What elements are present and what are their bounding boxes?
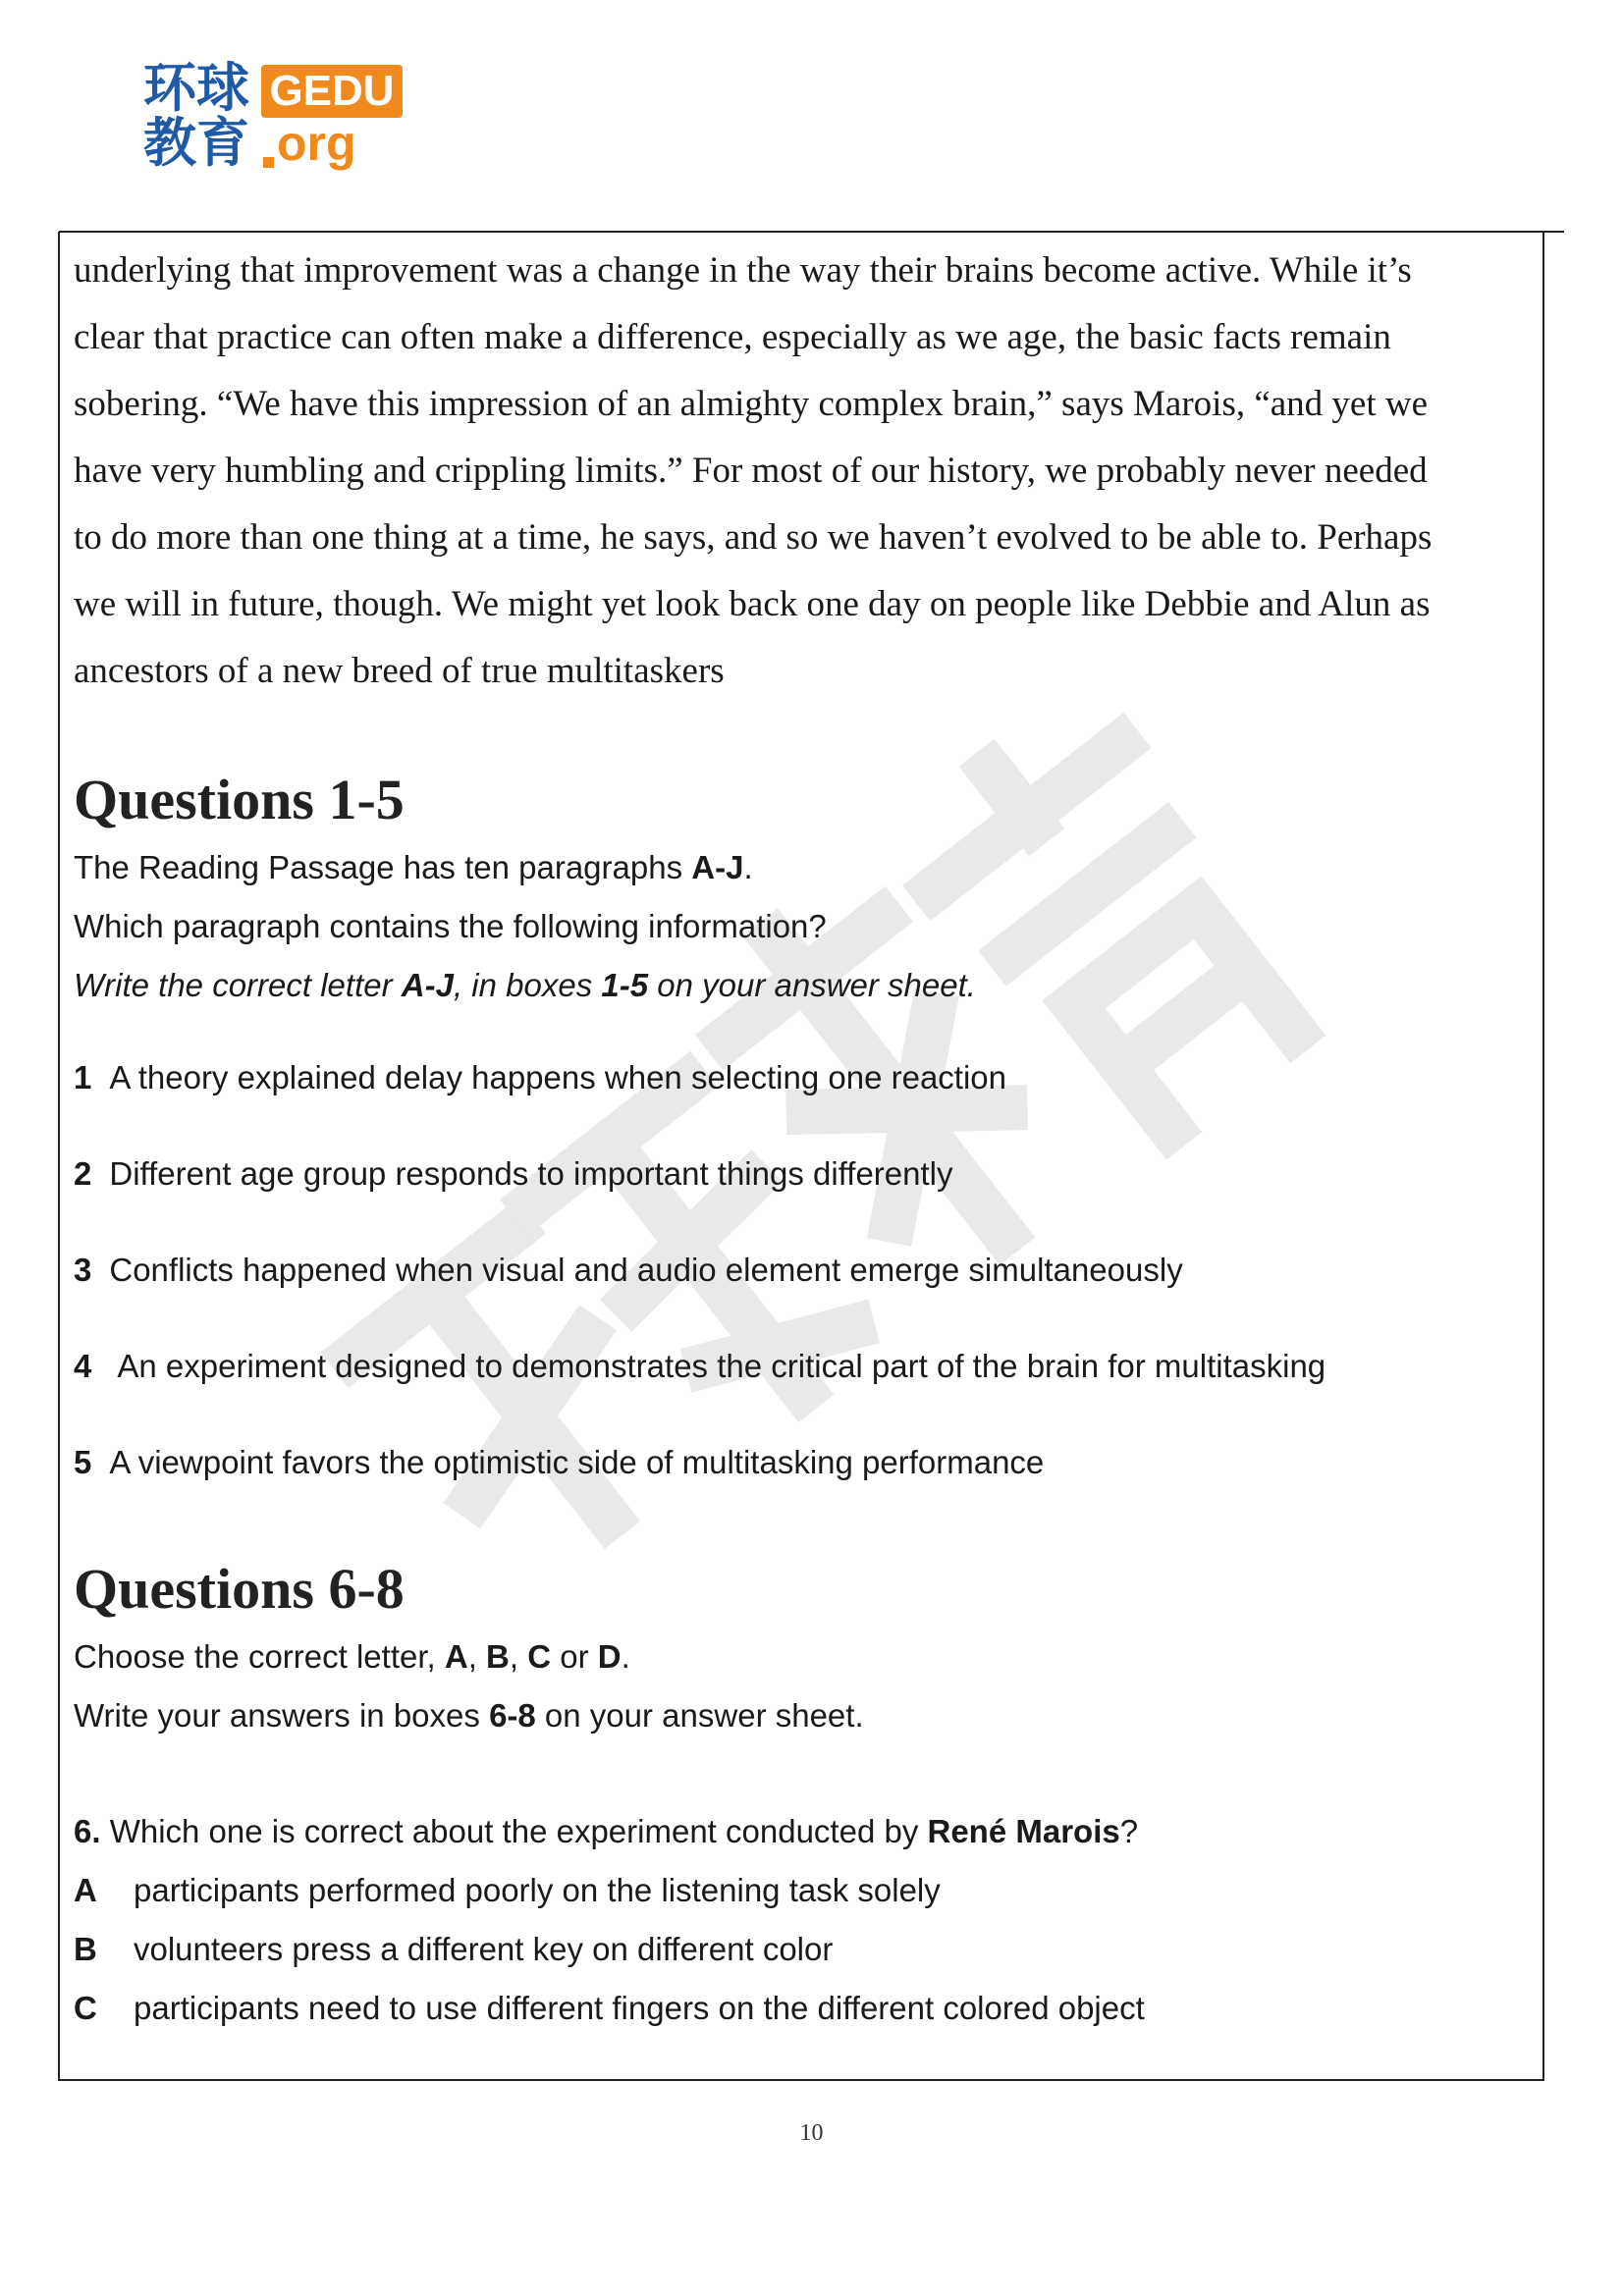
questions-6-8-section <box>74 1555 1537 2038</box>
option-b <box>74 1920 1537 1979</box>
instr-text: . <box>621 1638 630 1675</box>
question-text: Conflicts happened when visual and audio element emerge simultaneously <box>109 1252 1183 1288</box>
q6-8-instruction-2 <box>74 1686 1537 1745</box>
content-inner <box>74 232 1537 2038</box>
option-letter: C <box>74 1990 97 2026</box>
option-c <box>74 1979 1537 2038</box>
option-letter: A <box>74 1872 97 1908</box>
question-item <box>74 1443 1537 1482</box>
instr-text: on your answer sheet. <box>648 967 976 1003</box>
questions-1-5-heading: Questions 1-5 <box>74 768 405 831</box>
instr-text: . <box>743 849 753 885</box>
gedu-logo <box>143 57 406 174</box>
reading-passage <box>74 232 1537 705</box>
question-item <box>74 1154 1537 1251</box>
instr-text: , in boxes <box>453 967 602 1003</box>
instr-text: , <box>467 1638 487 1675</box>
logo-cn-bottom: 教育 <box>143 112 249 174</box>
question-number: 3 <box>74 1252 92 1288</box>
instr-text: The Reading Passage has ten paragraphs <box>74 849 692 885</box>
question-text: A theory explained delay happens when selecting one reaction <box>109 1059 1006 1095</box>
instr-text: Write your answers in boxes <box>74 1697 490 1734</box>
option-text: volunteers press a different key on different color <box>134 1931 834 1967</box>
question-number: 4 <box>74 1348 92 1384</box>
instr-bold: D <box>597 1638 622 1675</box>
logo-dot <box>263 157 274 168</box>
passage-line: sobering. “We have this impression of an almighty complex brain,” says Marois, “and yet we <box>74 384 1429 424</box>
question-bold: René Marois <box>927 1813 1120 1849</box>
passage-line: have very humbling and crippling limits.” For most of our history, we probably never needed <box>74 451 1428 491</box>
instr-text: on your answer sheet. <box>535 1697 864 1734</box>
logo-gedu-badge: GEDU <box>261 65 403 118</box>
passage-line: to do more than one thing at a time, he says, and so we haven’t evolved to be able to. Perhaps <box>74 517 1433 558</box>
q6-8-instruction-1 <box>74 1628 1537 1686</box>
instr-bold: B <box>486 1638 510 1675</box>
question-6 <box>74 1802 1537 2038</box>
question-text: Which one is correct about the experiment conducted by <box>100 1813 928 1849</box>
option-text: participants need to use different fingers on the different colored object <box>134 1990 1145 2026</box>
option-text: participants performed poorly on the listening task solely <box>134 1872 941 1908</box>
q1-5-instruction-2: Which paragraph contains the following information? <box>74 908 827 944</box>
logo-org: org <box>277 116 356 171</box>
instr-text: Choose the correct letter, <box>74 1638 445 1675</box>
instr-bold: A-J <box>691 849 744 885</box>
passage-line: ancestors of a new breed of true multitaskers <box>74 651 725 691</box>
question-number: 1 <box>74 1059 92 1095</box>
instr-text: , <box>509 1638 528 1675</box>
question-text: A viewpoint favors the optimistic side of multitasking performance <box>109 1444 1045 1480</box>
passage-line: we will in future, though. We might yet look back one day on people like Debbie and Alun as <box>74 584 1431 624</box>
instr-bold: A-J <box>401 967 454 1003</box>
question-6-stem <box>74 1802 1537 1861</box>
passage-line: underlying that improvement was a change in the way their brains become active. While it’s <box>74 250 1412 291</box>
question-item <box>74 1058 1537 1154</box>
option-letter: B <box>74 1931 97 1967</box>
q1-5-list <box>74 1058 1537 1482</box>
logo-cn-top: 环球 <box>143 57 249 119</box>
instr-bold: C <box>527 1638 552 1675</box>
q1-5-instruction-3 <box>74 956 1537 1015</box>
passage-line: clear that practice can often make a difference, especially as we age, the basic facts remain <box>74 317 1391 357</box>
option-a <box>74 1861 1537 1920</box>
content-box <box>58 232 1544 2081</box>
question-item <box>74 1251 1537 1347</box>
questions-1-5-section <box>74 766 1537 1482</box>
page-number: 10 <box>799 2120 824 2146</box>
instr-bold: 1-5 <box>601 967 649 1003</box>
instr-bold: 6-8 <box>489 1697 536 1734</box>
question-number: 5 <box>74 1444 92 1480</box>
q1-5-instruction-1 <box>74 838 1537 897</box>
instr-text: Write the correct letter <box>74 967 402 1003</box>
questions-6-8-heading: Questions 6-8 <box>74 1557 405 1621</box>
question-item <box>74 1347 1537 1443</box>
question-number: 2 <box>74 1155 92 1192</box>
question-text: Different age group responds to important things differently <box>109 1155 953 1192</box>
instr-text: or <box>551 1638 598 1675</box>
question-text: ? <box>1119 1813 1139 1849</box>
instr-bold: A <box>444 1638 468 1675</box>
question-number: 6. <box>74 1813 101 1849</box>
question-text: An experiment designed to demonstrates the critical part of the brain for multitasking <box>117 1348 1326 1384</box>
